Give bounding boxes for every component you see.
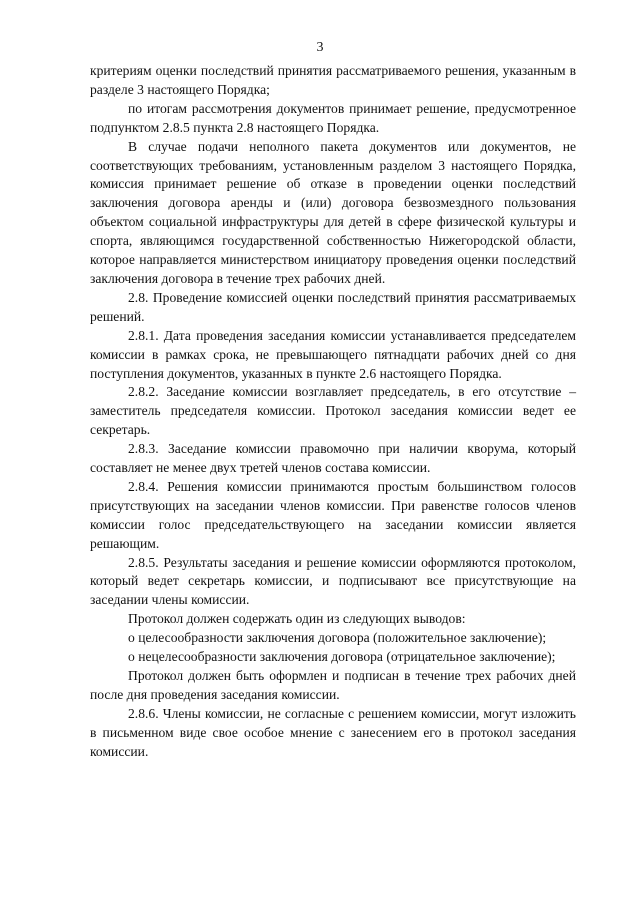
paragraph-p13: Протокол должен быть оформлен и подписан в течение трех рабочих дней после дня проведения заседания комиссии. (90, 668, 576, 702)
paragraph-p06: 2.8.2. Заседание комиссии возглавляет председатель, в его отсутствие – заместитель председателя комиссии. Протокол заседания комиссии ведет ее секретарь. (90, 384, 576, 438)
paragraph-p02: по итогам рассмотрения документов принимает решение, предусмотренное подпунктом 2.8.5 пункта 2.8 настоящего Порядка. (90, 100, 576, 135)
page-number: 3 (316, 40, 324, 55)
paragraph-p11: о целесообразности заключения договора (положительное заключение); (128, 630, 547, 646)
paragraph-p14: 2.8.6. Члены комиссии, не согласные с решением комиссии, могут изложить в письменном виде свое особое мнение с занесением его в протокол заседания комиссии. (90, 705, 576, 759)
paragraph-p05: 2.8.1. Дата проведения заседания комиссии устанавливается председателем комиссии в рамках срока, не превышающего пятнадцати рабочих дней со дня поступления документов, указанных в пункте 2.6 настоящего Порядка. (90, 327, 576, 381)
paragraph-p08: 2.8.4. Решения комиссии принимаются простым большинством голосов присутствующих на заседании членов комиссии. При равенстве голосов членов комиссии голос председательствующего на заседании комиссии является решающим. (90, 478, 576, 551)
paragraph-p09: 2.8.5. Результаты заседания и решение комиссии оформляются протоколом, который ведет секретарь комиссии, и подписывают все присутствующие на заседании члены комиссии. (90, 554, 576, 608)
paragraph-p01: критериям оценки последствий принятия рассматриваемого решения, указанным в разделе 3 настоящего Порядка; (90, 63, 576, 97)
paragraph-p10: Протокол должен содержать один из следующих выводов: (128, 611, 466, 627)
paragraph-p04: 2.8. Проведение комиссией оценки последствий принятия рассматриваемых решений. (90, 289, 576, 324)
document-body (90, 62, 576, 762)
paragraph-p12: о нецелесообразности заключения договора (отрицательное заключение); (128, 649, 556, 665)
paragraph-p07: 2.8.3. Заседание комиссии правомочно при наличии кворума, который составляет не менее двух третей членов состава комиссии. (90, 441, 576, 476)
paragraph-p03: В случае подачи неполного пакета документов или документов, не соответствующих требованиям, установленным разделом 3 настоящего Порядка, комиссия принимает решение об отказе в проведении оценки последствий заключения договора аренды и (или) договора безвозмездного пользования объектом социальной инфраструктуры для детей в сфере физической культуры и спорта, являющимся государственной собственностью Нижегородской области, которое направляется министерством инициатору проведения оценки последствий заключения договора в течение трех рабочих дней. (90, 138, 576, 286)
